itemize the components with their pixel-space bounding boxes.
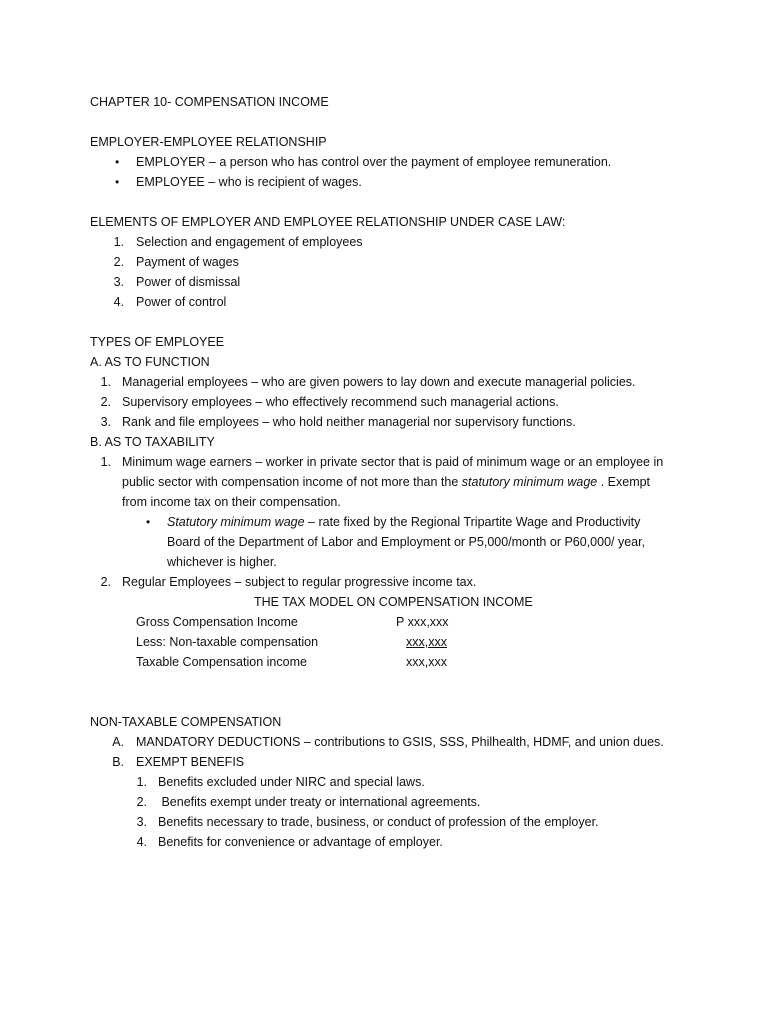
list-letter: A. [112,735,124,749]
tax-model-value: P xxx,xxx [396,615,449,629]
tax-model-label: Less: Non-taxable compensation [136,635,319,649]
list-number: 1. [100,375,111,389]
list-item: Power of dismissal [136,275,241,289]
list-item: Managerial employees – who are given powers to lay down and execute managerial policies. [122,375,636,389]
tax-model-label: Taxable Compensation income [136,655,307,669]
tax-model-value: xxx,xxx [406,655,447,669]
list-item: Benefits for convenience or advantage of employer. [158,835,443,849]
bullet-icon: • [146,515,151,529]
types-heading: TYPES OF EMPLOYEE [90,335,225,349]
regular-employees: Regular Employees – subject to regular progressive income tax. [122,575,477,589]
list-number: 2. [100,575,111,589]
list-letter: B. [112,755,124,769]
list-number: 2. [113,255,124,269]
relationship-heading: EMPLOYER-EMPLOYEE RELATIONSHIP [90,135,327,149]
taxability-heading: B. AS TO TAXABILITY [90,435,215,449]
mwe-line-2: public sector with compensation income of not more than the statutory minimum wage . Exempt [122,475,651,489]
smw-line-3: whichever is higher. [167,555,277,569]
mandatory-deductions: MANDATORY DEDUCTIONS – contributions to GSIS, SSS, Philhealth, HDMF, and union dues. [136,735,664,749]
elements-heading: ELEMENTS OF EMPLOYER AND EMPLOYEE RELATIONSHIP UNDER CASE LAW: [90,215,566,229]
list-number: 2. [100,395,111,409]
list-number: 3. [136,815,147,829]
list-item: Benefits exempt under treaty or international agreements. [158,795,481,809]
list-item: Supervisory employees – who effectively recommend such managerial actions. [122,395,559,409]
smw-line-2: Board of the Department of Labor and Employment or P5,000/month or P60,000/ year, [167,535,646,549]
tax-model-value: xxx,xxx [406,635,447,649]
mwe-line-3: from income tax on their compensation. [122,495,341,509]
tax-model-label: Gross Compensation Income [136,615,298,629]
bullet-icon: • [115,155,120,169]
chapter-title: CHAPTER 10- COMPENSATION INCOME [90,95,329,109]
list-item: Rank and file employees – who hold neither managerial nor supervisory functions. [122,415,576,429]
nontaxable-heading: NON-TAXABLE COMPENSATION [90,715,282,729]
bullet-icon: • [115,175,120,189]
list-item: Benefits excluded under NIRC and special laws. [158,775,425,789]
exempt-benefits-heading: EXEMPT BENEFIS [136,755,245,769]
function-heading: A. AS TO FUNCTION [90,355,210,369]
mwe-line-1: Minimum wage earners – worker in private sector that is paid of minimum wage or an employee in [122,455,664,469]
list-number: 1. [136,775,147,789]
list-item: Selection and engagement of employees [136,235,363,249]
list-item: Power of control [136,295,227,309]
list-number: 2. [136,795,147,809]
list-number: 4. [113,295,124,309]
list-number: 1. [113,235,124,249]
list-item-employer: EMPLOYER – a person who has control over the payment of employee remuneration. [136,155,612,169]
list-item: Payment of wages [136,255,239,269]
list-number: 3. [100,415,111,429]
smw-line-1: Statutory minimum wage – rate fixed by the Regional Tripartite Wage and Productivity [167,515,641,529]
tax-model-title: THE TAX MODEL ON COMPENSATION INCOME [254,595,533,609]
list-item-employee: EMPLOYEE – who is recipient of wages. [136,175,362,189]
list-item: Benefits necessary to trade, business, or conduct of profession of the employer. [158,815,599,829]
list-number: 3. [113,275,124,289]
list-number: 4. [136,835,147,849]
list-number: 1. [100,455,111,469]
